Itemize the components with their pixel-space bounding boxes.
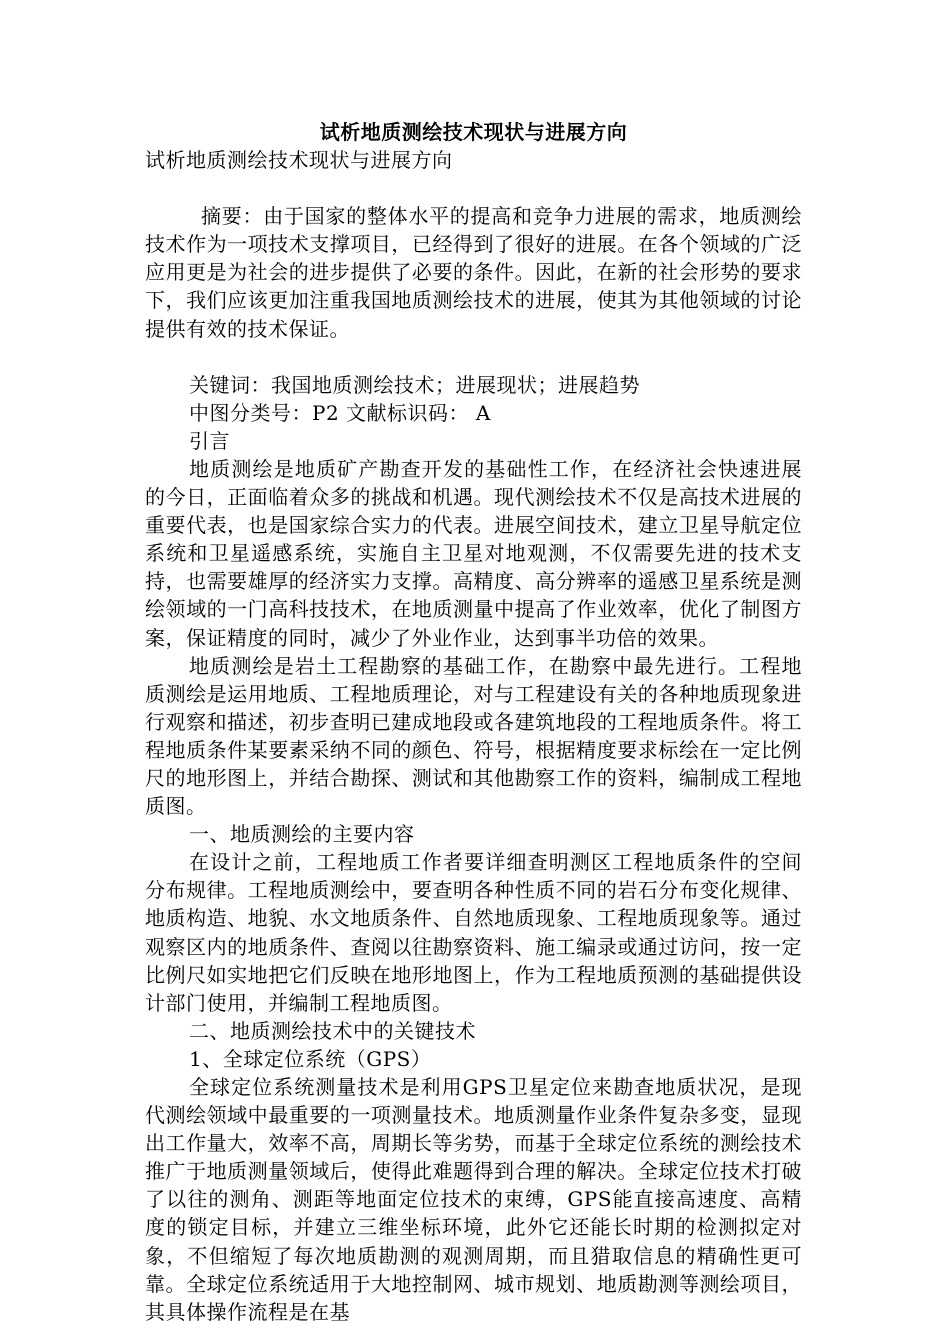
classification-line: 中图分类号：P2 文献标识码： A <box>189 400 491 425</box>
section-2-paragraph: 全球定位系统测量技术是利用GPS卫星定位来勘查地质状况，是现代测绘领域中最重要的一项测量技术。地质测量作业条件复杂多变，显现出工作量大，效率不高，周期长等劣势，而基于全球定位系统的测绘技术推广于地质测量领域后，使得此难题得到合理的解决。全球定位技术打破了以往的测角、测距等地面定位技术的束缚，GPS能直接高速度、高精度的锁定目标，并建立三维坐标环境，此外它还能长时期的检测拟定对象，不但缩短了每次地质勘测的观测周期，而且猎取信息的精确性更可靠。全球定位系统适用于大地控制网、城市规划、地质勘测等测绘项目，其具体操作流程是在基 <box>145 1075 802 1324</box>
section-2-heading: 二、地质测绘技术中的关键技术 <box>189 1018 476 1043</box>
document-subtitle: 试析地质测绘技术现状与进展方向 <box>145 148 453 173</box>
intro-heading: 引言 <box>189 428 230 453</box>
keywords-line: 关键词：我国地质测绘技术；进展现状；进展趋势 <box>189 372 640 397</box>
document-title: 试析地质测绘技术现状与进展方向 <box>319 120 628 144</box>
document-page <box>145 118 802 1326</box>
intro-paragraph-2: 地质测绘是岩土工程勘察的基础工作，在勘察中最先进行。工程地质测绘是运用地质、工程地质理论，对与工程建设有关的各种地质现象进行观察和描述，初步查明已建成地段或各建筑地段的工程地质条件。将工程地质条件某要素采纳不同的颜色、符号，根据精度要求标绘在一定比例尺的地形图上，并结合勘探、测试和其他勘察工作的资料，编制成工程地质图。 <box>145 653 802 819</box>
section-1-paragraph: 在设计之前，工程地质工作者要详细查明测区工程地质条件的空间分布规律。工程地质测绘中，要查明各种性质不同的岩石分布变化规律、地质构造、地貌、水文地质条件、自然地质现象、工程地质现象等。通过观察区内的地质条件、查阅以往勘察资料、施工编录或通过访问，按一定比例尺如实地把它们反映在地形地图上，作为工程地质预测的基础提供设计部门使用，并编制工程地质图。 <box>145 850 802 1015</box>
intro-paragraph-1: 地质测绘是地质矿产勘查开发的基础性工作，在经济社会快速进展的今日，正面临着众多的挑战和机遇。现代测绘技术不仅是高技术进展的重要代表，也是国家综合实力的代表。进展空间技术，建立卫星导航定位系统和卫星遥感系统，实施自主卫星对地观测，不仅需要先进的技术支持，也需要雄厚的经济实力支撑。高精度、高分辨率的遥感卫星系统是测绘领域的一门高科技技术，在地质测量中提高了作业效率，优化了制图方案，保证精度的同时，减少了外业作业，达到事半功倍的效果。 <box>145 456 802 650</box>
section-1-heading: 一、地质测绘的主要内容 <box>189 822 415 847</box>
abstract-paragraph: 摘要：由于国家的整体水平的提高和竞争力进展的需求，地质测绘技术作为一项技术支撑项目，已经得到了很好的进展。在各个领域的广泛应用更是为社会的进步提供了必要的条件。因此，在新的社会形势的要求下，我们应该更加注重我国地质测绘技术的进展，使其为其他领域的讨论提供有效的技术保证。 <box>145 204 802 341</box>
section-2-subheading-gps: 1、全球定位系统（GPS） <box>189 1046 432 1071</box>
blank-line <box>145 174 802 202</box>
blank-line <box>145 343 802 371</box>
